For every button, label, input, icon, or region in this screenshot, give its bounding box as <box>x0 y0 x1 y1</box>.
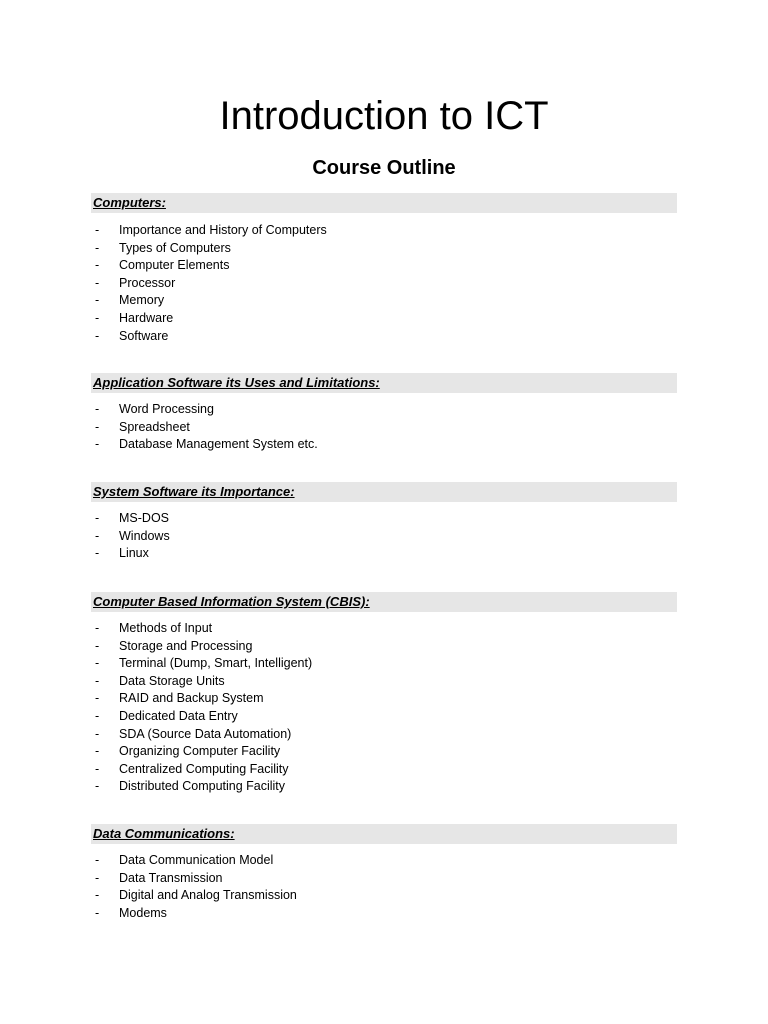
bullet-dash: - <box>95 656 100 671</box>
bullet-dash: - <box>95 511 100 525</box>
bullet-dash: - <box>95 638 100 653</box>
bullet-dash: - <box>95 258 100 273</box>
page-title: Introduction to ICT <box>219 94 549 138</box>
list-item-text: Distributed Computing Facility <box>119 779 286 794</box>
list-item-text: Centralized Computing Facility <box>119 761 289 776</box>
bullet-dash: - <box>95 744 100 759</box>
list-item <box>95 638 655 656</box>
bullet-dash: - <box>95 870 100 885</box>
list-item <box>95 655 655 673</box>
bullet-dash: - <box>95 761 100 776</box>
list-item-text: Memory <box>119 293 165 308</box>
list-item-text: Processor <box>119 275 176 290</box>
list-item <box>95 292 655 310</box>
list-item <box>95 419 655 437</box>
list-item-text: Organizing Computer Facility <box>119 744 281 759</box>
section-heading-computers: Computers: <box>91 193 677 213</box>
bullet-dash: - <box>95 402 100 416</box>
page-subtitle: Course Outline <box>312 157 456 179</box>
section-list-data-communications <box>95 852 655 922</box>
list-item <box>95 545 655 563</box>
list-item <box>95 328 655 346</box>
list-item <box>95 761 655 779</box>
bullet-dash: - <box>95 328 100 343</box>
list-item <box>95 240 655 258</box>
list-item-text: Storage and Processing <box>119 638 253 653</box>
bullet-dash: - <box>95 905 100 920</box>
list-item <box>95 673 655 691</box>
list-item <box>95 778 655 796</box>
list-item-text: Spreadsheet <box>119 419 190 434</box>
list-item-text: Word Processing <box>119 402 214 416</box>
section-heading-system-software: System Software its Importance: <box>91 482 677 502</box>
list-item <box>95 620 655 638</box>
bullet-dash: - <box>95 310 100 325</box>
list-item <box>95 528 655 546</box>
list-item-text: Importance and History of Computers <box>119 223 327 237</box>
bullet-dash: - <box>95 275 100 290</box>
bullet-dash: - <box>95 293 100 308</box>
list-item <box>95 436 655 454</box>
section-list-application-software <box>95 401 655 454</box>
list-item <box>95 222 655 240</box>
bullet-dash: - <box>95 853 100 867</box>
bullet-dash: - <box>95 726 100 741</box>
list-item-text: Linux <box>119 546 149 561</box>
list-item <box>95 870 655 888</box>
bullet-dash: - <box>95 240 100 255</box>
list-item-text: Database Management System etc. <box>119 437 318 452</box>
bullet-dash: - <box>95 546 100 561</box>
list-item-text: Windows <box>119 528 170 543</box>
bullet-dash: - <box>95 528 100 543</box>
section-list-system-software <box>95 510 655 563</box>
list-item <box>95 510 655 528</box>
section-heading-cbis: Computer Based Information System (CBIS): <box>91 592 677 612</box>
list-item-text: Software <box>119 328 169 343</box>
list-item-text: Methods of Input <box>119 621 213 635</box>
list-item <box>95 257 655 275</box>
list-item-text: SDA (Source Data Automation) <box>119 726 292 741</box>
list-item <box>95 905 655 923</box>
list-item-text: Computer Elements <box>119 258 230 273</box>
section-list-computers <box>95 222 655 345</box>
bullet-dash: - <box>95 691 100 706</box>
bullet-dash: - <box>95 223 100 237</box>
list-item-text: RAID and Backup System <box>119 691 264 706</box>
list-item <box>95 708 655 726</box>
list-item-text: Digital and Analog Transmission <box>119 888 297 903</box>
list-item-text: Hardware <box>119 310 174 325</box>
list-item-text: Dedicated Data Entry <box>119 708 238 723</box>
section-list-cbis <box>95 620 655 796</box>
section-heading-application-software: Application Software its Uses and Limitations: <box>91 373 677 393</box>
list-item <box>95 275 655 293</box>
list-item <box>95 401 655 419</box>
list-item-text: Data Communication Model <box>119 853 274 867</box>
list-item <box>95 743 655 761</box>
list-item-text: Terminal (Dump, Smart, Intelligent) <box>119 656 313 671</box>
bullet-dash: - <box>95 437 100 452</box>
list-item <box>95 690 655 708</box>
bullet-dash: - <box>95 419 100 434</box>
list-item-text: Data Storage Units <box>119 673 225 688</box>
list-item-text: Data Transmission <box>119 870 223 885</box>
bullet-dash: - <box>95 888 100 903</box>
section-heading-data-communications: Data Communications: <box>91 824 677 844</box>
bullet-dash: - <box>95 673 100 688</box>
bullet-dash: - <box>95 621 100 635</box>
list-item <box>95 726 655 744</box>
list-item-text: Types of Computers <box>119 240 231 255</box>
bullet-dash: - <box>95 779 100 794</box>
list-item-text: MS-DOS <box>119 511 169 525</box>
list-item <box>95 310 655 328</box>
list-item <box>95 852 655 870</box>
list-item-text: Modems <box>119 905 167 920</box>
bullet-dash: - <box>95 708 100 723</box>
list-item <box>95 887 655 905</box>
